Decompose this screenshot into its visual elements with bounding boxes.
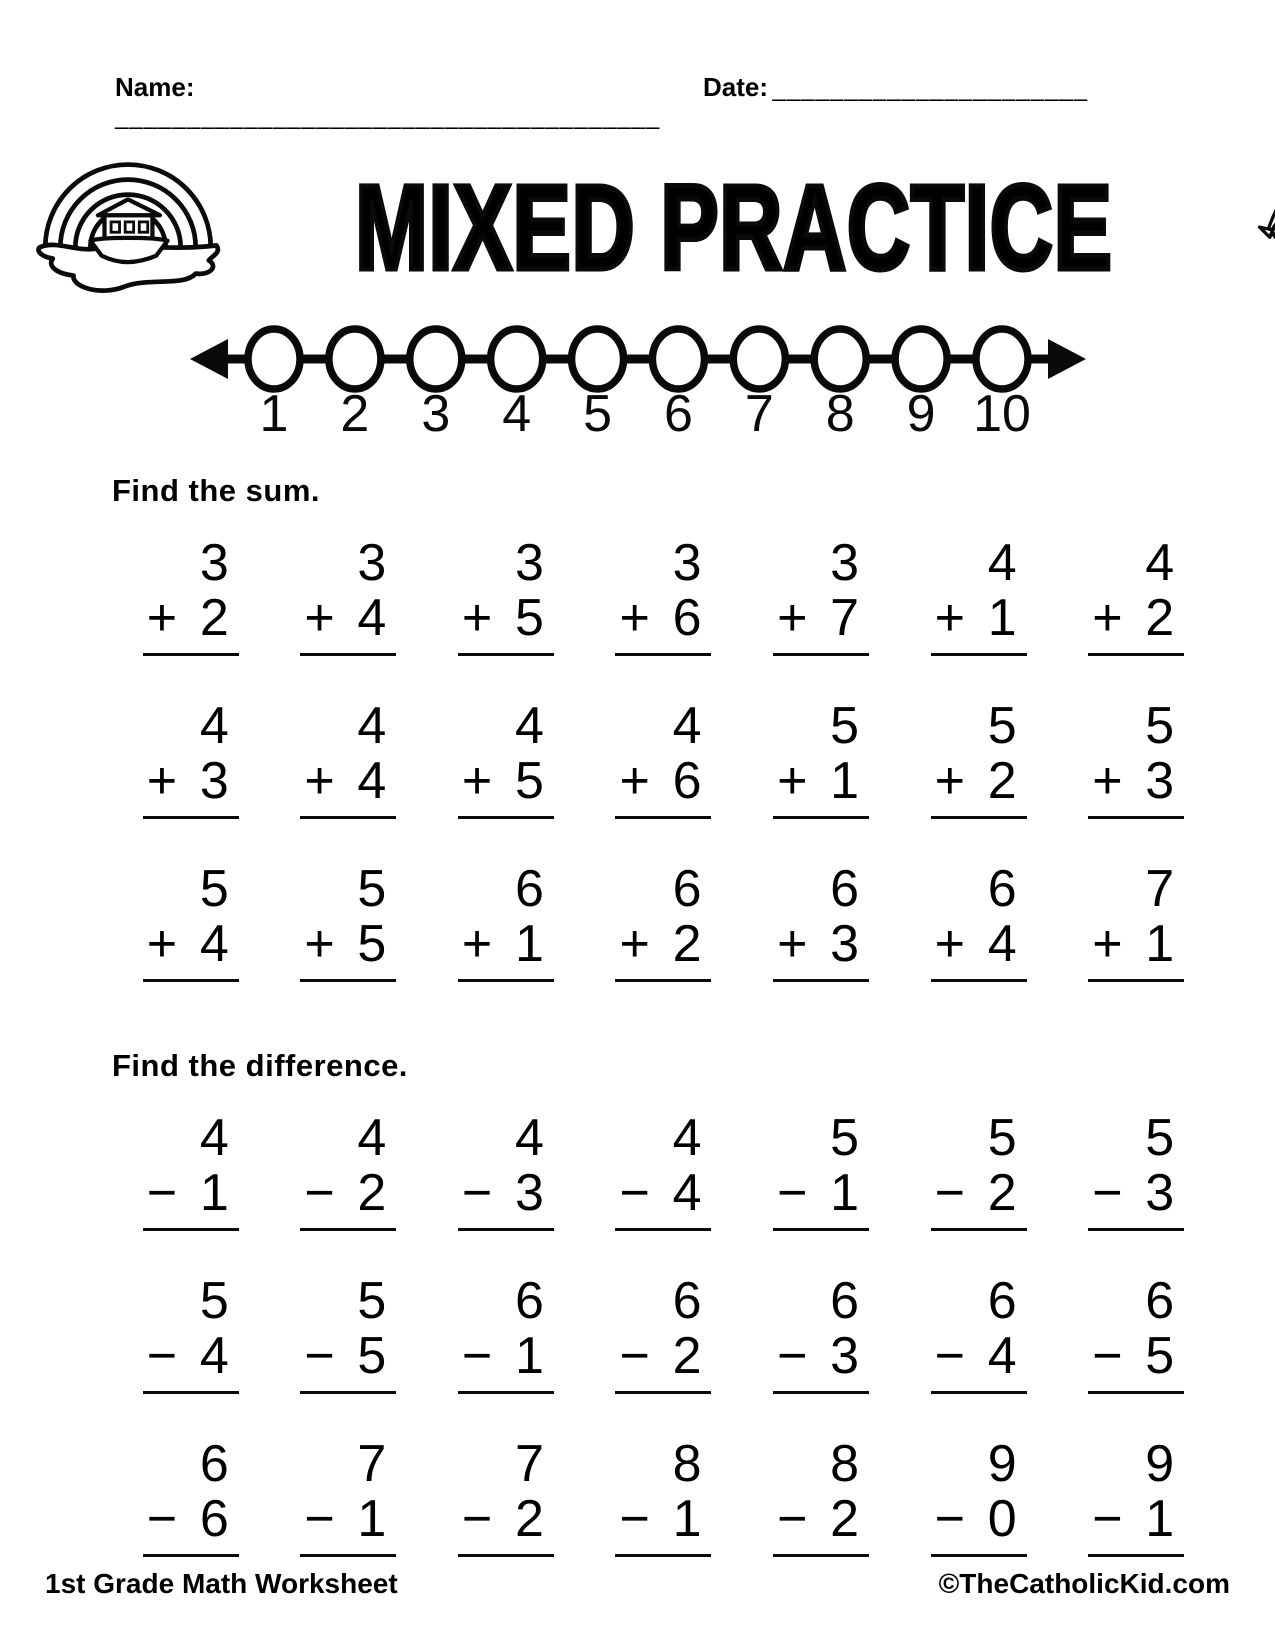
top-operand: 6 xyxy=(672,1272,702,1331)
answer-line[interactable] xyxy=(1088,1554,1184,1557)
bottom-operand: 1 xyxy=(672,1490,702,1549)
number-line-label: 5 xyxy=(582,385,612,439)
header xyxy=(0,0,1275,131)
operator-sign: − xyxy=(1092,1490,1123,1549)
answer-line[interactable] xyxy=(458,1554,554,1557)
bottom-operand: 4 xyxy=(199,915,229,974)
footer-credit: ©TheCatholicKid.com xyxy=(938,1568,1230,1599)
top-operand: 8 xyxy=(830,1435,860,1494)
answer-line[interactable] xyxy=(931,1391,1027,1394)
operator-sign: − xyxy=(304,1327,335,1386)
bottom-operand: 1 xyxy=(357,1490,387,1549)
number-line-label: 3 xyxy=(420,385,450,439)
math-problem xyxy=(773,860,869,982)
bottom-operand: 4 xyxy=(199,1327,229,1386)
math-problem xyxy=(615,1109,711,1231)
top-operand: 6 xyxy=(515,860,544,919)
operator-sign: − xyxy=(1092,1164,1123,1223)
top-operand: 7 xyxy=(357,1435,387,1494)
footer-worksheet-label: 1st Grade Math Worksheet xyxy=(45,1568,398,1599)
math-problem xyxy=(773,1272,869,1394)
bottom-operand: 1 xyxy=(830,1164,860,1223)
math-problem xyxy=(300,534,396,656)
answer-line[interactable] xyxy=(931,816,1027,819)
bottom-operand: 5 xyxy=(515,589,544,648)
answer-line[interactable] xyxy=(300,1228,396,1231)
answer-line[interactable] xyxy=(143,979,239,982)
math-problem xyxy=(1088,1435,1184,1557)
bottom-operand: 4 xyxy=(987,915,1017,974)
operator-sign: + xyxy=(1092,589,1123,648)
math-problem xyxy=(931,1109,1027,1231)
date-label: Date: xyxy=(703,72,769,102)
name-blank-line[interactable]: ______________________________________ xyxy=(115,103,661,130)
math-problem xyxy=(615,1272,711,1394)
operator-sign: − xyxy=(1092,1327,1123,1386)
math-problem xyxy=(615,697,711,819)
number-line-label: 7 xyxy=(744,385,774,439)
answer-line[interactable] xyxy=(458,653,554,656)
top-operand: 3 xyxy=(672,534,702,592)
answer-line[interactable] xyxy=(931,1554,1027,1557)
math-problem xyxy=(1088,534,1184,656)
answer-line[interactable] xyxy=(143,1391,239,1394)
operator-sign: + xyxy=(461,752,493,811)
answer-line[interactable] xyxy=(143,1228,239,1231)
math-problem xyxy=(300,860,396,982)
answer-line[interactable] xyxy=(773,1554,869,1557)
operator-sign: + xyxy=(934,752,965,811)
math-problem xyxy=(773,697,869,819)
number-line-label: 10 xyxy=(972,385,1031,439)
bottom-operand: 6 xyxy=(672,752,702,811)
math-problem xyxy=(1088,697,1184,819)
operator-sign: + xyxy=(461,589,493,648)
operator-sign: − xyxy=(777,1327,808,1386)
top-operand: 5 xyxy=(357,1272,387,1331)
operator-sign: + xyxy=(461,915,493,974)
bottom-operand: 5 xyxy=(357,1327,387,1386)
bottom-operand: 3 xyxy=(1145,752,1175,811)
bottom-operand: 2 xyxy=(199,589,229,648)
top-operand: 6 xyxy=(672,860,702,919)
bottom-operand: 1 xyxy=(515,1327,544,1386)
math-problem xyxy=(143,1109,239,1231)
number-line-label: 4 xyxy=(501,385,531,439)
answer-line[interactable] xyxy=(615,1554,711,1557)
answer-line[interactable] xyxy=(773,653,869,656)
operator-sign: − xyxy=(461,1327,493,1386)
bottom-operand: 0 xyxy=(987,1490,1017,1549)
operator-sign: − xyxy=(619,1164,650,1223)
math-problem xyxy=(615,860,711,982)
bottom-operand: 3 xyxy=(830,1327,860,1386)
operator-sign: − xyxy=(146,1490,178,1549)
top-operand: 6 xyxy=(199,1435,229,1494)
top-operand: 3 xyxy=(199,534,229,592)
answer-line[interactable] xyxy=(615,1391,711,1394)
math-problem xyxy=(773,1435,869,1557)
operator-sign: − xyxy=(461,1490,493,1549)
top-operand: 7 xyxy=(515,1435,544,1494)
top-operand: 3 xyxy=(357,534,387,592)
operator-sign: + xyxy=(146,915,178,974)
answer-line[interactable] xyxy=(615,1228,711,1231)
top-operand: 4 xyxy=(1145,534,1175,592)
bottom-operand: 4 xyxy=(987,1327,1017,1386)
operator-sign: + xyxy=(146,752,178,811)
answer-line[interactable] xyxy=(143,1554,239,1557)
operator-sign: − xyxy=(934,1164,965,1223)
operator-sign: + xyxy=(1092,752,1123,811)
top-operand: 4 xyxy=(672,697,702,756)
bottom-operand: 2 xyxy=(672,1327,702,1386)
bottom-operand: 1 xyxy=(830,752,860,811)
bottom-operand: 3 xyxy=(830,915,860,974)
dove-olive-branch-icon xyxy=(1246,153,1275,303)
answer-line[interactable] xyxy=(931,1228,1027,1231)
math-problem xyxy=(931,534,1027,656)
math-problem xyxy=(458,1109,554,1231)
number-line-point xyxy=(895,329,947,389)
number-line-point xyxy=(409,329,461,389)
number-line-point xyxy=(571,329,623,389)
section-heading-difference: Find the difference. xyxy=(112,1048,408,1084)
operator-sign: + xyxy=(777,589,808,648)
name-label: Name: xyxy=(115,72,195,102)
bottom-operand: 1 xyxy=(515,915,544,974)
bottom-operand: 4 xyxy=(357,589,387,648)
operator-sign: + xyxy=(304,752,335,811)
operator-sign: − xyxy=(619,1490,650,1549)
top-operand: 4 xyxy=(357,1109,387,1168)
bottom-operand: 2 xyxy=(357,1164,387,1223)
bottom-operand: 1 xyxy=(987,589,1017,648)
math-problem xyxy=(458,697,554,819)
math-problem xyxy=(615,534,711,656)
top-operand: 5 xyxy=(830,697,860,756)
math-problem xyxy=(931,697,1027,819)
operator-sign: + xyxy=(777,915,808,974)
operator-sign: − xyxy=(777,1490,808,1549)
math-problem xyxy=(143,1435,239,1557)
top-operand: 5 xyxy=(199,1272,229,1331)
top-operand: 6 xyxy=(1145,1272,1175,1331)
top-operand: 6 xyxy=(830,860,860,919)
math-problem xyxy=(458,534,554,656)
answer-line[interactable] xyxy=(300,1391,396,1394)
footer xyxy=(45,1568,1230,1600)
operator-sign: + xyxy=(304,915,335,974)
number-line-label: 1 xyxy=(259,385,288,439)
operator-sign: − xyxy=(146,1164,178,1223)
section-heading-sum: Find the sum. xyxy=(112,473,320,508)
math-problem xyxy=(143,534,239,656)
number-line-label: 2 xyxy=(339,385,369,439)
bottom-operand: 6 xyxy=(672,589,702,648)
math-problem xyxy=(931,1435,1027,1557)
top-operand: 6 xyxy=(830,1272,860,1331)
answer-line[interactable] xyxy=(143,816,239,819)
operator-sign: − xyxy=(777,1164,808,1223)
number-line-label: 6 xyxy=(663,385,693,439)
operator-sign: + xyxy=(619,752,650,811)
answer-line[interactable] xyxy=(1088,979,1184,982)
answer-line[interactable] xyxy=(300,979,396,982)
top-operand: 9 xyxy=(987,1435,1017,1494)
problems-grid-addition xyxy=(112,534,1215,982)
operator-sign: + xyxy=(1092,915,1123,974)
number-line-point xyxy=(328,329,380,389)
top-operand: 6 xyxy=(515,1272,544,1331)
top-operand: 4 xyxy=(515,1109,544,1168)
top-operand: 5 xyxy=(1145,1109,1175,1168)
answer-line[interactable] xyxy=(773,979,869,982)
answer-line[interactable] xyxy=(615,979,711,982)
answer-line[interactable] xyxy=(931,653,1027,656)
operator-sign: − xyxy=(461,1164,493,1223)
top-operand: 5 xyxy=(1145,697,1175,756)
noahs-ark-rainbow-icon xyxy=(34,155,222,301)
top-operand: 3 xyxy=(515,534,544,592)
math-problem xyxy=(300,1109,396,1231)
operator-sign: − xyxy=(146,1327,178,1386)
number-line-svg xyxy=(188,317,1088,439)
math-problem xyxy=(300,1272,396,1394)
operator-sign: + xyxy=(619,915,650,974)
number-line-point xyxy=(490,329,542,389)
bottom-operand: 7 xyxy=(830,589,860,648)
top-operand: 5 xyxy=(830,1109,860,1168)
math-problem xyxy=(143,697,239,819)
bottom-operand: 2 xyxy=(987,752,1017,811)
bottom-operand: 3 xyxy=(199,752,229,811)
title-band xyxy=(0,153,1275,303)
answer-line[interactable] xyxy=(300,653,396,656)
math-problem xyxy=(1088,1272,1184,1394)
answer-line[interactable] xyxy=(458,1228,554,1231)
top-operand: 4 xyxy=(199,1109,229,1168)
number-line-point xyxy=(733,329,785,389)
math-problem xyxy=(931,1272,1027,1394)
top-operand: 7 xyxy=(1145,860,1175,919)
bottom-operand: 5 xyxy=(357,915,387,974)
top-operand: 5 xyxy=(199,860,229,919)
number-line-point xyxy=(248,329,300,389)
answer-line[interactable] xyxy=(458,979,554,982)
math-problem xyxy=(615,1435,711,1557)
section-addition xyxy=(0,473,1275,982)
bottom-operand: 2 xyxy=(987,1164,1017,1223)
answer-line[interactable] xyxy=(615,816,711,819)
problems-grid-subtraction xyxy=(112,1109,1215,1557)
number-line-label: 9 xyxy=(906,385,936,439)
operator-sign: − xyxy=(934,1490,965,1549)
top-operand: 9 xyxy=(1145,1435,1175,1494)
bottom-operand: 1 xyxy=(199,1164,229,1223)
top-operand: 4 xyxy=(672,1109,702,1168)
top-operand: 4 xyxy=(987,534,1017,592)
bottom-operand: 2 xyxy=(515,1490,544,1549)
bottom-operand: 5 xyxy=(515,752,544,811)
answer-line[interactable] xyxy=(1088,816,1184,819)
number-line-label: 8 xyxy=(825,385,855,439)
top-operand: 6 xyxy=(987,860,1017,919)
number-line-point xyxy=(814,329,866,389)
section-subtraction xyxy=(0,1048,1275,1557)
math-problem xyxy=(458,1272,554,1394)
operator-sign: + xyxy=(934,589,965,648)
bottom-operand: 2 xyxy=(1145,589,1175,648)
top-operand: 4 xyxy=(515,697,544,756)
operator-sign: − xyxy=(934,1327,965,1386)
arrow-right-icon xyxy=(1048,339,1086,379)
math-problem xyxy=(300,697,396,819)
answer-line[interactable] xyxy=(1088,1228,1184,1231)
answer-line[interactable] xyxy=(300,1554,396,1557)
answer-line[interactable] xyxy=(773,1228,869,1231)
page-title: MIXED PRACTICE xyxy=(355,160,1113,296)
operator-sign: + xyxy=(934,915,965,974)
date-block xyxy=(703,72,1088,103)
answer-line[interactable] xyxy=(773,816,869,819)
math-problem xyxy=(773,1109,869,1231)
operator-sign: + xyxy=(146,589,178,648)
operator-sign: + xyxy=(777,752,808,811)
operator-sign: − xyxy=(304,1490,335,1549)
operator-sign: + xyxy=(304,589,335,648)
bottom-operand: 1 xyxy=(1145,915,1175,974)
arrow-left-icon xyxy=(190,339,228,379)
bottom-operand: 3 xyxy=(1145,1164,1175,1223)
answer-line[interactable] xyxy=(143,653,239,656)
number-line xyxy=(0,317,1275,439)
math-problem xyxy=(300,1435,396,1557)
operator-sign: − xyxy=(304,1164,335,1223)
answer-line[interactable] xyxy=(300,816,396,819)
answer-line[interactable] xyxy=(458,816,554,819)
top-operand: 5 xyxy=(987,1109,1017,1168)
top-operand: 5 xyxy=(357,860,387,919)
answer-line[interactable] xyxy=(615,653,711,656)
answer-line[interactable] xyxy=(1088,653,1184,656)
answer-line[interactable] xyxy=(458,1391,554,1394)
math-problem xyxy=(143,1272,239,1394)
bottom-operand: 6 xyxy=(199,1490,229,1549)
math-problem xyxy=(458,860,554,982)
math-problem xyxy=(1088,1109,1184,1231)
top-operand: 3 xyxy=(830,534,860,592)
top-operand: 8 xyxy=(672,1435,702,1494)
top-operand: 4 xyxy=(199,697,229,756)
top-operand: 4 xyxy=(357,697,387,756)
number-line-point xyxy=(652,329,704,389)
math-problem xyxy=(143,860,239,982)
math-problem xyxy=(458,1435,554,1557)
bottom-operand: 5 xyxy=(1145,1327,1175,1386)
answer-line[interactable] xyxy=(773,1391,869,1394)
math-problem xyxy=(773,534,869,656)
answer-line[interactable] xyxy=(931,979,1027,982)
bottom-operand: 1 xyxy=(1145,1490,1175,1549)
bottom-operand: 3 xyxy=(515,1164,544,1223)
date-blank-line[interactable]: ______________________ xyxy=(772,75,1089,102)
math-problem xyxy=(1088,860,1184,982)
operator-sign: − xyxy=(619,1327,650,1386)
math-problem xyxy=(931,860,1027,982)
top-operand: 6 xyxy=(987,1272,1017,1331)
bottom-operand: 2 xyxy=(830,1490,860,1549)
number-line-point xyxy=(976,329,1028,389)
name-block xyxy=(115,72,703,131)
bottom-operand: 2 xyxy=(672,915,702,974)
bottom-operand: 4 xyxy=(357,752,387,811)
answer-line[interactable] xyxy=(1088,1391,1184,1394)
top-operand: 5 xyxy=(987,697,1017,756)
bottom-operand: 4 xyxy=(672,1164,702,1223)
operator-sign: + xyxy=(619,589,650,648)
